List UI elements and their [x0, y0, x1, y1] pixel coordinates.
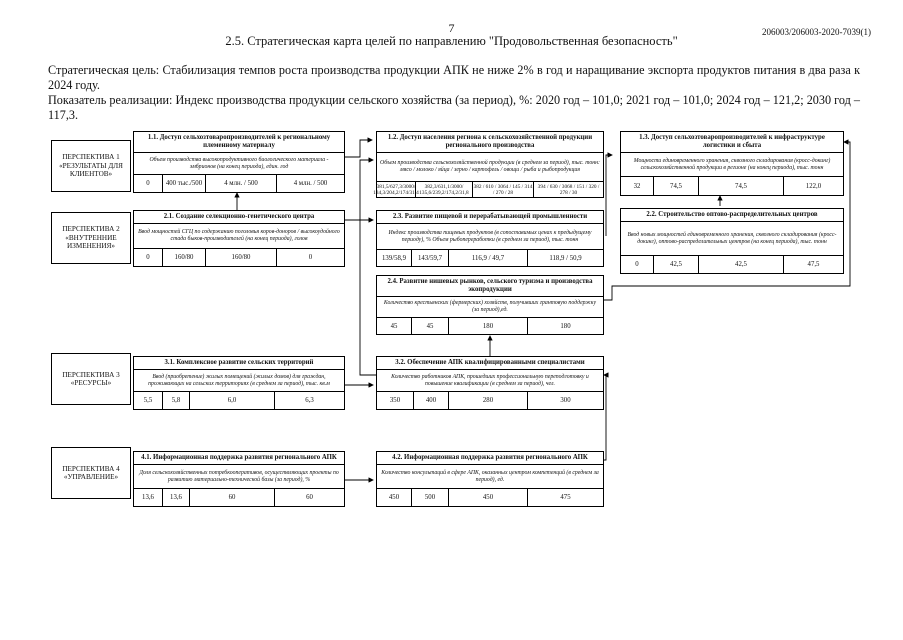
perspective-4: ПЕРСПЕКТИВА 4 «УПРАВЛЕНИЕ» — [51, 447, 131, 499]
value-cell: 60 — [306, 494, 313, 501]
value-cell: 45 — [412, 318, 449, 334]
value-cell: 116,9 / 49,7 — [449, 250, 528, 266]
goal-title: 2.2. Строительство оптово-распределительных центров — [646, 211, 818, 218]
value-cell: 47,5 — [807, 261, 820, 268]
goal-indicator: Количество консультаций в сфере АПК, оказанных центром компетенций (в среднем за период), ед. — [377, 464, 603, 488]
value-cell: 300 — [560, 397, 571, 404]
value-cell: 13,6 — [163, 489, 190, 506]
value-cell: 6,3 — [305, 397, 314, 404]
value-cell: 0 — [308, 254, 313, 261]
value-cell: 0 — [621, 256, 654, 273]
goal-indicator: Индекс производства пищевых продуктов (в сопоставимых ценах к предыдущему периоду), % Объем рыбопереработки (в среднем за период), тыс. тонн — [377, 223, 603, 249]
goal-values — [377, 249, 603, 266]
goal-indicator: Ввод новых мощностей единовременного хранения, сквозного складирования (кросс-докинг), оптово-распределительных центров (на конец периода), тыс. тонн — [621, 221, 843, 255]
goal-title: 1.3. Доступ сельхозтоваропроизводителей к инфраструктуре логистики и сбыта — [639, 134, 825, 149]
value-cell: 118,9 / 50,9 — [549, 254, 582, 262]
perspective-3: ПЕРСПЕКТИВА 3 «РЕСУРСЫ» — [51, 353, 131, 405]
goal-title: 4.1. Информационная поддержка развития регионального АПК — [141, 454, 337, 461]
page-number: 7 — [448, 21, 455, 35]
value-cell: 143/59,7 — [412, 250, 449, 266]
value-cell: 382,3/631,1/3000/ 135,6/239,2/174,2/31,8 — [416, 182, 473, 197]
value-cell: 500 — [412, 489, 449, 506]
goal-values — [377, 391, 603, 409]
goal-2-1 — [133, 210, 345, 267]
goal-4-1 — [133, 451, 345, 507]
goal-title: 1.2. Доступ населения региона к сельскохозяйственной продукции регионального производства — [387, 134, 593, 149]
goal-indicator: Мощности единовременного хранения, сквозного складирования (кросс-докинг) сельскохозяйственной продукции в регионе (на конец периода), тыс. тонн — [621, 152, 843, 176]
value-cell: 160/80 — [206, 249, 277, 266]
value-cell: 60 — [190, 489, 275, 506]
value-cell: 45 — [377, 318, 412, 334]
value-cell: 0 — [134, 175, 163, 192]
value-cell: 160/80 — [163, 249, 206, 266]
goal-values — [621, 255, 843, 273]
goal-values — [134, 248, 344, 266]
goal-title: 3.2. Обеспечение АПК квалифицированными специалистами — [395, 359, 585, 366]
value-cell: 180 — [560, 322, 571, 330]
goal-values — [134, 488, 344, 506]
goal-indicator: Объем производства сельскохозяйственной продукции (в среднем за период), тыс. тонн: мясо / молоко / яйца / зерно / картофель / овощи / рыба и рыбопродукция — [377, 152, 603, 181]
value-cell: 475 — [560, 494, 571, 501]
goal-values — [621, 176, 843, 195]
perspective-2: ПЕРСПЕКТИВА 2 «ВНУТРЕННИЕ ИЗМЕНЕНИЯ» — [51, 212, 131, 264]
goal-indicator: Ввод (приобретение) жилых помещений (жилых домов) для граждан, проживающих на сельских территориях (в среднем за период), тыс. кв.м — [134, 369, 344, 391]
goal-4-2 — [376, 451, 604, 507]
value-cell: 450 — [449, 489, 528, 506]
goal-1-2 — [373, 131, 604, 198]
goal-title: 2.1. Создание селекционно-генетического центра — [163, 213, 315, 220]
value-cell: 0 — [134, 249, 163, 266]
goal-indicator: Объем производства высокопродуктивного биологического материала - эмбрионов (на конец периода), един. год — [134, 152, 344, 174]
value-cell: 122,0 — [805, 182, 822, 190]
perspective-1: ПЕРСПЕКТИВА 1 «РЕЗУЛЬТАТЫ ДЛЯ КЛИЕНТОВ» — [51, 140, 131, 192]
value-cell: 350 — [377, 392, 414, 409]
goal-2-4 — [376, 275, 604, 335]
value-cell: 74,5 — [654, 177, 699, 195]
value-cell: 74,5 — [699, 177, 784, 195]
value-cell: 400 тыс./500 — [163, 175, 206, 192]
goal-title: 2.4. Развитие нишевых рынков, сельского туризма и производства экопродукции — [387, 278, 593, 293]
goal-indicator: Количество крестьянских (фермерских) хозяйств, получивших грантовую поддержку (за период),ед. — [377, 296, 603, 317]
value-cell: 394 / 630 / 3068 / 151 / 320 / 278 / 30 — [537, 183, 600, 196]
goal-2-2 — [620, 208, 844, 274]
goal-1-1 — [133, 131, 345, 193]
value-cell: 450 — [377, 489, 412, 506]
value-cell: 5,5 — [134, 392, 163, 409]
goal-3-2 — [376, 356, 604, 410]
value-cell: 180 — [449, 318, 528, 334]
goal-values — [373, 181, 603, 197]
document-id: 206003/206003-2020-7039(1) — [762, 27, 871, 37]
value-cell: 382 / 610 / 3064 / 145 / 314 / 270 / 28 — [473, 183, 533, 196]
value-cell: 381,5/627,3/3000/ 134,3/204,2/174/31,4 — [373, 183, 419, 196]
goal-indicator: Количество работников АПК, прошедших профессиональную переподготовку и повышение квалификации (в среднем за период), чел. — [377, 369, 603, 391]
goal-indicator: Ввод мощностей СГЦ по содержанию поголовья коров-доноров / высокоудойного стада быков-производителей (на конец периода), голов — [134, 223, 344, 248]
goal-3-1 — [133, 356, 345, 410]
value-cell: 5,8 — [163, 392, 190, 409]
value-cell: 42,5 — [654, 256, 699, 273]
goal-title: 1.1. Доступ сельхозтоваропроизводителей к региональному племенному материалу — [147, 134, 331, 149]
value-cell: 13,6 — [134, 489, 163, 506]
value-cell: 6,0 — [190, 392, 275, 409]
value-cell: 4 млн. / 500 — [293, 180, 328, 187]
goal-title: 4.2. Информационная поддержка развития регионального АПК — [392, 454, 588, 461]
goal-values — [377, 317, 603, 334]
goal-1-3 — [620, 131, 844, 196]
goal-indicator: Доля сельскохозяйственных потребкооперативов, осуществляющих проекты по развитию материально-технической базы (за период), % — [134, 464, 344, 488]
value-cell: 42,5 — [699, 256, 784, 273]
goal-title: 2.3. Развитие пищевой и перерабатывающей промышленности — [392, 213, 588, 220]
value-cell: 400 — [414, 392, 449, 409]
value-cell: 139/58,9 — [377, 250, 412, 266]
section-title: 2.5. Стратегическая карта целей по направлению "Продовольственная безопасность" — [225, 34, 678, 48]
strategic-goal: Стратегическая цель: Стабилизация темпов роста производства продукции АПК не ниже 2% в год и наращивание экспорта продуктов питания в два раза к 2024 году. — [48, 63, 860, 92]
goal-values — [134, 174, 344, 192]
goal-2-3 — [376, 210, 604, 267]
value-cell: 4 млн. / 500 — [206, 175, 277, 192]
goal-values — [134, 391, 344, 409]
goal-values — [377, 488, 603, 506]
implementation-indicator: Показатель реализации: Индекс производства продукции сельского хозяйства (за период), %: 2020 год – 101,0; 2021 год – 101,0; 2024 год – 121,2; 2030 год – 117,3. — [48, 93, 860, 122]
value-cell: 280 — [449, 392, 528, 409]
value-cell: 32 — [621, 177, 654, 195]
goal-title: 3.1. Комплексное развитие сельских территорий — [164, 359, 314, 366]
